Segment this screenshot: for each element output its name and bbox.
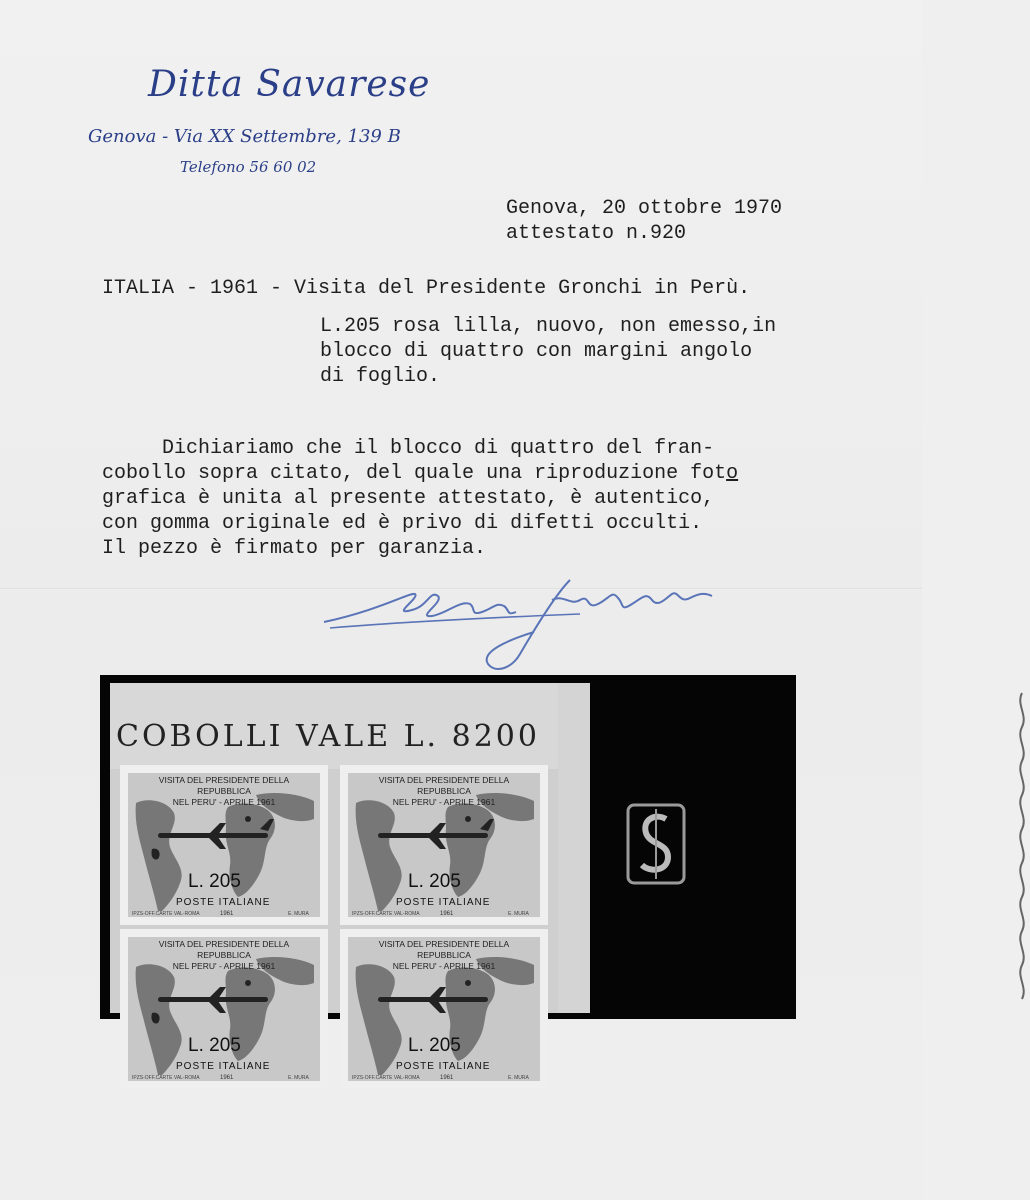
stamp — [120, 765, 328, 925]
stamp — [120, 929, 328, 1089]
certificate-subject: ITALIA - 1961 - Visita del Presidente Gronchi in Perù. — [102, 277, 751, 300]
stamp-year: 1961 — [440, 1075, 454, 1081]
stamp-value: L. 205 — [408, 1035, 461, 1056]
body-line: grafica è unita al presente attestato, è autentico, — [102, 487, 715, 510]
stamp-design — [128, 937, 320, 1081]
stamp-year: 1961 — [220, 1075, 234, 1081]
description-line: blocco di quattro con margini angolo — [320, 340, 753, 363]
stamp-country: POSTE ITALIANE — [176, 897, 271, 908]
stamp-design — [348, 773, 540, 917]
stamp-design — [128, 773, 320, 917]
certificate-number: attestato n.920 — [506, 222, 687, 245]
certificate-date: Genova, 20 ottobre 1970 — [506, 197, 783, 220]
stamp-header — [352, 775, 536, 808]
body-line: Dichiariamo che il blocco di quattro del fran- — [102, 437, 715, 460]
stamp-header-line: NEL PERU' - APRILE 1961 — [392, 797, 496, 807]
stamp-design — [348, 937, 540, 1081]
stamp-printer: IPZS-OFF.CARTE VAL-ROMA — [352, 1075, 420, 1081]
stamp-header-line: NEL PERU' - APRILE 1961 — [172, 797, 276, 807]
stamp-printer: IPZS-OFF.CARTE VAL-ROMA — [352, 911, 420, 917]
stamp-header — [132, 775, 316, 808]
stamp-header-line: NEL PERU' - APRILE 1961 — [392, 961, 496, 971]
stamp-country: POSTE ITALIANE — [396, 897, 491, 908]
stamp-value: L. 205 — [188, 1035, 241, 1056]
stamp-description — [320, 314, 776, 389]
body-line: con gomma originale ed è privo di difetti occulti. — [102, 512, 703, 535]
stamp-artist: E. MURA — [508, 1075, 529, 1081]
stamp — [340, 765, 548, 925]
letterhead-phone: Telefono 56 60 02 — [180, 158, 317, 176]
stamp-header — [352, 939, 536, 972]
handwritten-signature — [320, 570, 720, 680]
stamp-value: L. 205 — [188, 871, 241, 892]
stamp-header-line: VISITA DEL PRESIDENTE DELLA REPUBBLICA — [158, 939, 290, 960]
sheet-margin-inscription: COBOLLI VALE L. 8200 — [116, 719, 540, 754]
body-line — [102, 461, 738, 486]
stamp-printer: IPZS-OFF.CARTE VAL-ROMA — [132, 911, 200, 917]
description-line: di foglio. — [320, 365, 441, 388]
stamp-header — [132, 939, 316, 972]
stamp-header-line: VISITA DEL PRESIDENTE DELLA REPUBBLICA — [378, 775, 510, 796]
stamp-artist: E. MURA — [288, 1075, 309, 1081]
letterhead-address: Genova - Via XX Settembre, 139 B — [88, 126, 401, 147]
body-line: Il pezzo è firmato per garanzia. — [102, 537, 487, 560]
stamp-country: POSTE ITALIANE — [176, 1061, 271, 1072]
sheet-top-margin — [110, 683, 590, 769]
stamp-header-line: VISITA DEL PRESIDENTE DELLA REPUBBLICA — [158, 775, 290, 796]
letterhead-company-name: Ditta Savarese — [148, 64, 431, 105]
perforation-wave — [1014, 693, 1030, 1013]
stamp — [340, 929, 548, 1089]
sheet-right-margin — [558, 683, 590, 1013]
stamp-year: 1961 — [220, 911, 234, 917]
stamp-sheet-block — [110, 683, 590, 1081]
stamp-year: 1961 — [440, 911, 454, 917]
stamp-header-line: VISITA DEL PRESIDENTE DELLA REPUBBLICA — [378, 939, 510, 960]
stamp-header-line: NEL PERU' - APRILE 1961 — [172, 961, 276, 971]
stamp-artist: E. MURA — [288, 911, 309, 917]
embossed-guarantee-seal — [626, 803, 686, 885]
stamp-country: POSTE ITALIANE — [396, 1061, 491, 1072]
stamp-photograph — [100, 675, 796, 1081]
description-line: L.205 rosa lilla, nuovo, non emesso,in — [320, 315, 777, 338]
date-block — [506, 196, 782, 246]
body-line-text: cobollo sopra citato, del quale una riproduzione fot — [102, 462, 727, 485]
stamp-value: L. 205 — [408, 871, 461, 892]
stamp-artist: E. MURA — [508, 911, 529, 917]
underlined-letter: o — [726, 462, 739, 485]
stamp-printer: IPZS-OFF.CARTE VAL-ROMA — [132, 1075, 200, 1081]
certificate-body — [102, 436, 738, 561]
